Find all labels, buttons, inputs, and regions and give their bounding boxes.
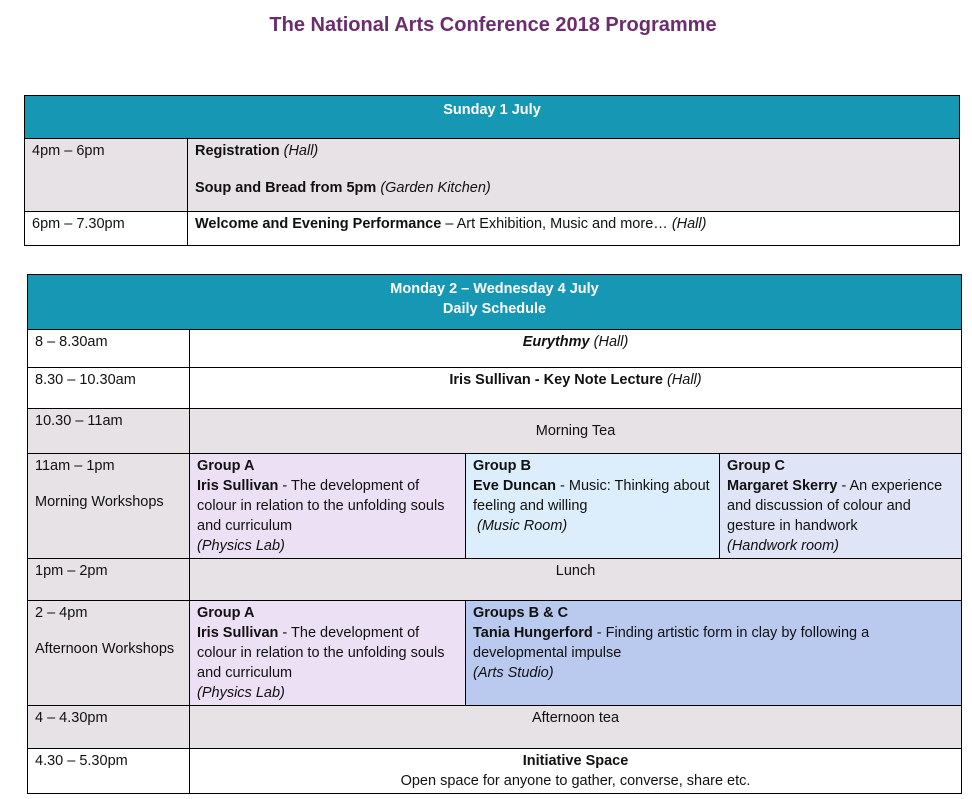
- workshop-group-a: [190, 601, 466, 706]
- event-location: (Hall): [593, 334, 629, 350]
- table-row: [28, 749, 962, 794]
- group-label: Group B: [473, 458, 531, 474]
- daily-header-title: Monday 2 – Wednesday 4 July: [390, 281, 599, 297]
- time-cell: 4 – 4.30pm: [28, 706, 190, 749]
- presenter-name: Iris Sullivan: [197, 625, 279, 641]
- table-row: [28, 454, 962, 559]
- time-cell: 4pm – 6pm: [25, 139, 188, 212]
- time-cell: 10.30 – 11am: [28, 409, 190, 454]
- table-row: [28, 601, 962, 706]
- event-description: – Art Exhibition, Music and more…: [441, 216, 668, 232]
- table-row: [28, 706, 962, 749]
- table-header-row: [25, 96, 960, 139]
- table-row: [28, 559, 962, 601]
- workshop-description: - The development of colour in relation to the unfolding souls and curriculum: [197, 478, 445, 534]
- event-cell: Morning Tea: [190, 409, 962, 454]
- workshop-description: - An experience and discussion of colour and gesture in handwork: [727, 478, 943, 534]
- daily-schedule-table: [27, 274, 962, 794]
- session-label: Morning Workshops: [35, 494, 164, 510]
- event-line: [195, 178, 952, 198]
- table-header-row: [28, 275, 962, 330]
- event-location: (Hall): [283, 143, 319, 159]
- table-row: [28, 368, 962, 409]
- workshop-location: (Physics Lab): [197, 685, 285, 701]
- session-label: Afternoon Workshops: [35, 641, 175, 657]
- time-cell: [28, 454, 190, 559]
- event-location: (Hall): [666, 372, 702, 388]
- page-title: The National Arts Conference 2018 Programme: [269, 14, 717, 36]
- event-title: Initiative Space: [522, 753, 629, 769]
- event-cell: [188, 139, 960, 212]
- group-label: Groups B & C: [473, 605, 569, 621]
- time-cell: 4.30 – 5.30pm: [28, 749, 190, 794]
- workshop-location: (Handwork room): [727, 538, 839, 554]
- event-title: Soup and Bread from 5pm: [195, 180, 377, 196]
- sunday-header: Sunday 1 July: [25, 96, 960, 139]
- event-title: Eurythmy: [522, 334, 590, 350]
- event-title: Welcome and Evening Performance: [195, 216, 442, 232]
- presenter-name: Margaret Skerry: [727, 478, 838, 494]
- time-cell: [28, 601, 190, 706]
- workshop-location: (Physics Lab): [197, 538, 285, 554]
- event-title: Registration: [195, 143, 280, 159]
- time-cell: 1pm – 2pm: [28, 559, 190, 601]
- workshop-group-c: [720, 454, 962, 559]
- presenter-name: Eve Duncan: [473, 478, 556, 494]
- time-cell: 8.30 – 10.30am: [28, 368, 190, 409]
- event-cell: Lunch: [190, 559, 962, 601]
- table-row: [25, 139, 960, 212]
- event-cell: [190, 749, 962, 794]
- workshop-description: - Music: Thinking about feeling and willing: [473, 478, 710, 514]
- event-location: (Hall): [671, 216, 707, 232]
- daily-header: [28, 275, 962, 330]
- workshop-groups-b-c: [466, 601, 962, 706]
- group-label: Group A: [197, 605, 255, 621]
- presenter-name: Tania Hungerford: [473, 625, 593, 641]
- table-row: [25, 212, 960, 246]
- time-label: 2 – 4pm: [35, 605, 88, 621]
- workshop-description: - The development of colour in relation to the unfolding souls and curriculum: [197, 625, 445, 681]
- workshop-group-b: [466, 454, 720, 559]
- group-label: Group C: [727, 458, 785, 474]
- event-cell: [190, 330, 962, 368]
- event-cell: [190, 368, 962, 409]
- daily-header-subtitle: Daily Schedule: [442, 301, 547, 317]
- event-title: Iris Sullivan - Key Note Lecture: [449, 372, 663, 388]
- workshop-group-a: [190, 454, 466, 559]
- group-label: Group A: [197, 458, 255, 474]
- table-row: [28, 330, 962, 368]
- event-location: (Garden Kitchen): [380, 180, 491, 196]
- event-description: Open space for anyone to gather, converse, share etc.: [400, 773, 751, 789]
- event-line: [195, 141, 952, 161]
- sunday-schedule-table: [24, 95, 960, 246]
- workshop-description: - Finding artistic form in clay by following a developmental impulse: [473, 625, 870, 661]
- presenter-name: Iris Sullivan: [197, 478, 279, 494]
- time-label: 11am – 1pm: [35, 458, 115, 474]
- event-cell: [188, 212, 960, 246]
- workshop-location: (Arts Studio): [473, 665, 554, 681]
- time-cell: 6pm – 7.30pm: [25, 212, 188, 246]
- workshop-location: (Music Room): [477, 518, 568, 534]
- time-cell: 8 – 8.30am: [28, 330, 190, 368]
- table-row: [28, 409, 962, 454]
- event-cell: Afternoon tea: [190, 706, 962, 749]
